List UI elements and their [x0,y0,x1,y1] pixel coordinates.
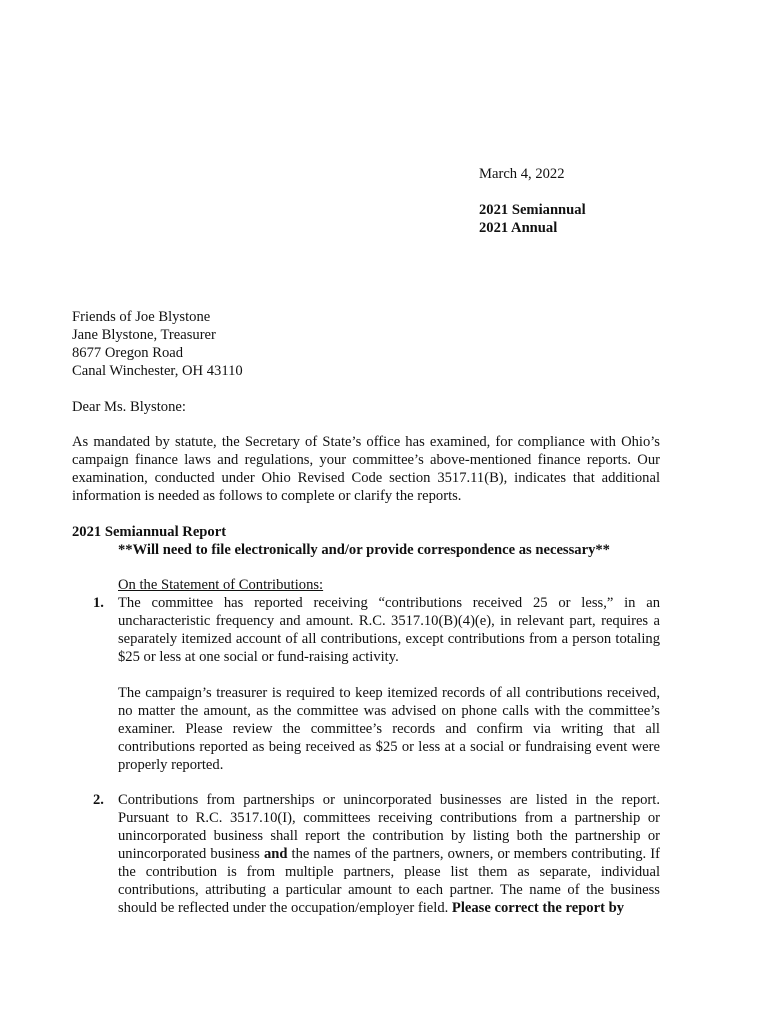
item-text-part: the names of the partners, owners, or members contributing. If the contribution is from multiple partners, please list them as separate, individual contributions, attributing a particular amount to each partner. The name of the business should be reflected under the occupation/employer field. [118,846,660,916]
recipient-name: Friends of Joe Blystone [72,309,211,325]
item-text-emphasis: and [263,846,288,862]
item-text: The campaign’s treasurer is required to keep itemized records of all contributions received, no matter the amount, as the committee was advised on phone calls with the committee’s examiner. Please review the committee’s records and confirm via writing that all contributions reported as being received as $25 or less at a social or fundraising event were properly reported. [118,685,660,773]
sub-heading: On the Statement of Contributions: [118,577,324,593]
list-item [72,594,660,666]
item-text-emphasis: Please correct the report by [451,900,625,916]
item-text-part: Contributions from partnerships or unincorporated businesses are listed in the report. Pursuant to R.C. 3517.10(I), committees receiving contributions from a partnership or unincorporated business shall report the contribution by listing both the partnership or unincorporated business [118,792,660,862]
section-note: **Will need to file electronically and/or provide correspondence as necessary** [118,542,610,558]
item-text: The committee has reported receiving “contributions received 25 or less,” in an uncharacteristic frequency and amount. R.C. 3517.10(B)(4)(e), in relevant part, requires a separately itemized account of all contributions, except contributions from a person totaling $25 or less at one social or fund-raising activity. [118,595,660,665]
recipient-address [72,308,243,380]
section-title: 2021 Semiannual Report [72,524,227,540]
item-number: 1. [93,595,104,611]
item-text [118,791,660,917]
report-name: 2021 Annual [479,220,558,236]
recipient-city: Canal Winchester, OH 43110 [72,363,243,379]
recipient-contact: Jane Blystone, Treasurer [72,327,216,343]
list-item [72,791,660,917]
list-item-continuation [72,684,660,774]
report-list [479,201,586,237]
recipient-street: 8677 Oregon Road [72,345,184,361]
intro-paragraph: As mandated by statute, the Secretary of State’s office has examined, for compliance with Ohio’s campaign finance laws and regulations, your committee’s above-mentioned finance reports. Our examination, conducted under Ohio Revised Code section 3517.11(B), indicates that additional information is needed as follows to complete or clarify the reports. [72,434,660,504]
salutation: Dear Ms. Blystone: [72,399,186,415]
item-number: 2. [93,792,104,808]
report-name: 2021 Semiannual [479,202,586,218]
letter-date: March 4, 2022 [479,166,565,182]
